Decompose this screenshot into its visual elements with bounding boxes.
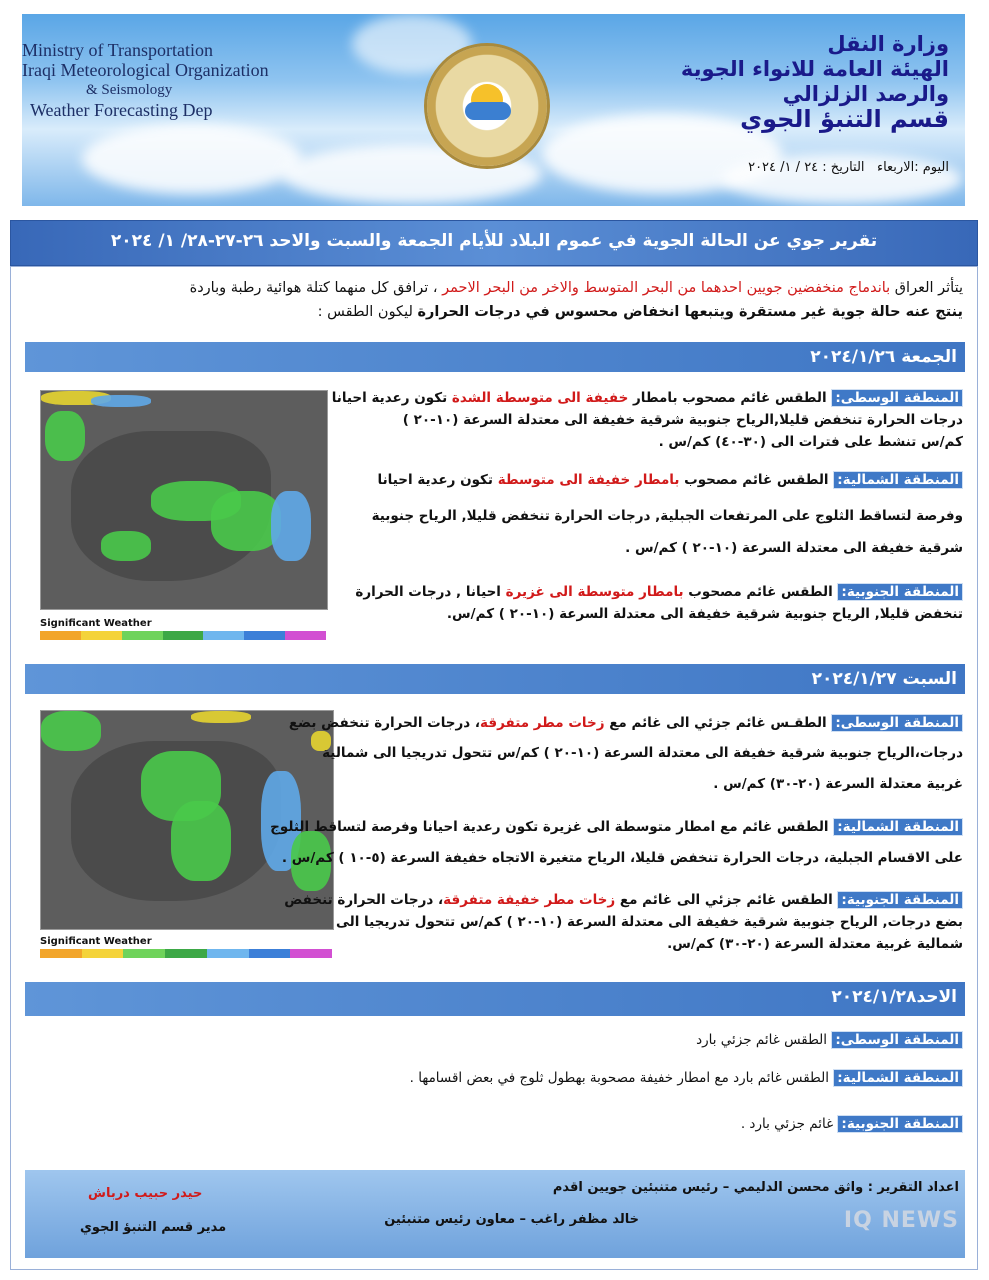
report-date: اليوم :الاربعاء التاريخ : ٢٤ / ١/ ٢٠٢٤ [748,160,949,175]
friday-north-line2: وفرصة لتساقط الثلوج على المرتفعات الجبلية, درجات الحرارة تنخفض قليلا, الرياح جنوبية [371,508,963,524]
day-header-sunday: الاحد٢٠٢٤/١/٢٨ [25,982,965,1016]
saturday-central-forecast: المنطقة الوسطى: الطقـس غائم جزئي الى غائم مع زخات مطر متفرقة، درجات الحرارة تنخفض بضع [289,713,963,734]
report-title-bar [10,220,978,266]
friday-south-line2: تنخفض قليلا, الرياح جنوبية شرقية خفيفة الى معتدلة السرعة (١٠-٢٠ ) كم/س. [446,606,963,622]
map-legend-friday: Significant Weather [40,618,326,646]
friday-south-forecast: المنطقة الجنوبية: الطقس غائم مصحوب بامطار متوسطة الى غزيرة احيانا , درجات الحرارة [355,582,963,603]
intro-line-2: ينتج عنه حالة جوية غير مستقرة ويتبعها انخفاض محسوس في درجات الحرارة ليكون الطقس : [317,304,963,320]
weather-map-friday [40,390,328,610]
day-header-friday: الجمعة ٢٠٢٤/١/٢٦ [25,342,965,372]
ministry-english-name: Ministry of Transportation Iraqi Meteorological Organization & Seismology Weather Forecasting Dep [22,40,269,120]
saturday-south-line3: شمالية غربية معتدلة السرعة (٢٠-٣٠) كم/س. [667,936,963,952]
iq-news-watermark: IQ NEWS [843,1208,959,1233]
saturday-north-line2: على الاقسام الجبلية، درجات الحرارة تنخفض قليلا، الرياح متغيرة الاتجاه خفيفة السرعة (٥-١٠ ) كم/س . [281,850,963,866]
prepared-by: اعداد التقرير : واثق محسن الدليمي – رئيس متنبئين جويين اقدم [552,1180,959,1195]
sunday-north-forecast: المنطقة الشمالية: الطقس غائم بارد مع امطار خفيفة مصحوبة بهطول ثلوج في بعض اقسامها . [410,1068,963,1089]
day-header-saturday: السبت ٢٠٢٤/١/٢٧ [25,664,965,694]
cloud-icon [465,102,511,120]
map-legend-saturday: Significant Weather [40,936,332,964]
saturday-south-forecast: المنطقة الجنوبية: الطقس غائم جزئي الى غائم مع زخات مطر خفيفة متفرقة، درجات الحرارة تنخفض [284,890,963,911]
director-name: حيدر حبيب درباش [88,1186,203,1201]
friday-north-line3: شرقية خفيفة الى معتدلة السرعة (١٠-٢٠ ) كم/س . [625,540,963,556]
saturday-central-line2: درجات،الرياح جنوبية شرقية خفيفة الى معتدلة السرعة (١٠-٢٠ ) كم/س تتحول تدريجيا الى شمالية [322,745,963,761]
meteorological-organization-logo [427,46,547,166]
report-title: تقرير جوي عن الحالة الجوية في عموم البلاد للأيام الجمعة والسبت والاحد ٢٦-٢٧-٢٨/ ١/ ٢٠٢٤ [110,231,878,251]
friday-central-line3: كم/س تنشط على فترات الى (٣٠-٤٠) كم/س . [658,434,963,450]
friday-central-line2: درجات الحرارة تنخفض قليلا,الرياح جنوبية شرقية خفيفة الى معتدلة السرعة (١٠-٢٠ ) [402,412,963,428]
intro-line-1: يتأثر العراق باندماج منخفضين جويين احدهما من البحر المتوسط والاخر من البحر الاحمر ، ترافق كل منهما كتلة هوائية رطبة وباردة [189,280,963,296]
sunday-south-forecast: المنطقة الجنوبية: غائم جزئي بارد . [741,1114,963,1135]
ministry-arabic-name: وزارة النقل الهيئة العامة للانواء الجوية والرصد الزلزالي قسم التنبؤ الجوي [680,32,949,133]
sunday-central-forecast: المنطقة الوسطى: الطقس غائم جزئي بارد [696,1030,963,1051]
assistant-forecaster: خالد مظفر راغب – معاون رئيس متنبئين [384,1212,639,1227]
saturday-north-forecast: المنطقة الشمالية: الطقس غائم مع امطار متوسطة الى غزيرة تكون رعدية احيانا وفرصة لتساقط الثلوج [270,817,963,838]
friday-north-forecast: المنطقة الشمالية: الطقس غائم مصحوب بامطار خفيفة الى متوسطة تكون رعدية احيانا [378,470,963,491]
director-title: مدير قسم التنبؤ الجوي [80,1220,227,1235]
saturday-central-line3: غربية معتدلة السرعة (٢٠-٣٠) كم/س . [713,776,963,792]
friday-central-forecast: المنطقة الوسطى: الطقس غائم مصحوب بامطار خفيفة الى متوسطة الشدة تكون رعدية احيانا [332,388,963,409]
saturday-south-line2: بضع درجات, الرياح جنوبية شرقية خفيفة الى معتدلة السرعة (١٠-٢٠ ) كم/س تتحول تدريجيا الى [335,914,963,930]
